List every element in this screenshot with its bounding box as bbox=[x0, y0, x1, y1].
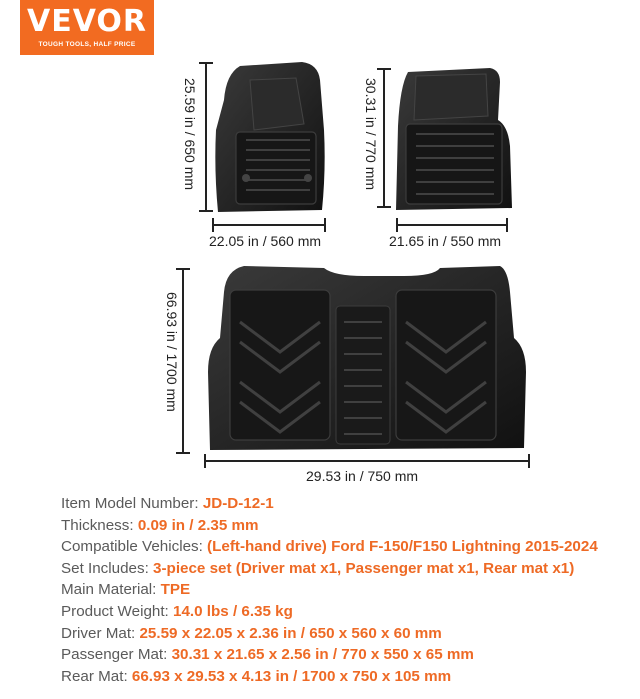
rear-width-cap-right bbox=[528, 454, 530, 468]
spec-row-model bbox=[61, 493, 598, 515]
rear-height-cap-bottom bbox=[176, 452, 190, 454]
rear-mat-image bbox=[204, 262, 530, 456]
spec-value: 30.31 x 21.65 x 2.56 in / 770 x 550 x 65 mm bbox=[171, 646, 474, 664]
driver-width-cap-left bbox=[212, 218, 214, 232]
spec-label: Rear Mat: bbox=[61, 667, 132, 685]
passenger-height-cap-bottom bbox=[377, 206, 391, 208]
spec-value: (Left-hand drive) Ford F-150/F150 Lightning 2015-2024 bbox=[207, 538, 598, 556]
rear-width-line bbox=[204, 460, 530, 462]
spec-row-passenger bbox=[61, 644, 598, 666]
spec-value: 0.09 in / 2.35 mm bbox=[137, 516, 259, 534]
spec-row-driver bbox=[61, 623, 598, 645]
spec-row-thickness bbox=[61, 515, 598, 537]
driver-height-line bbox=[205, 62, 207, 212]
passenger-height-label: 30.31 in / 770 mm bbox=[363, 78, 379, 191]
spec-label: Main Material: bbox=[61, 581, 161, 599]
passenger-mat-image bbox=[390, 66, 520, 214]
driver-width-cap-right bbox=[324, 218, 326, 232]
spec-label: Compatible Vehicles: bbox=[61, 538, 208, 556]
spec-row-vehicles bbox=[61, 536, 598, 558]
rear-width-label: 29.53 in / 750 mm bbox=[306, 468, 419, 484]
spec-row-material bbox=[61, 579, 598, 601]
driver-height-label: 25.59 in / 650 mm bbox=[182, 78, 198, 191]
spec-label: Passenger Mat: bbox=[61, 646, 172, 664]
spec-row-rear bbox=[61, 666, 598, 688]
rear-height-cap-top bbox=[176, 268, 190, 270]
spec-value: 3-piece set (Driver mat x1, Passenger mat x1, Rear mat x1) bbox=[153, 559, 575, 577]
spec-value: 14.0 lbs / 6.35 kg bbox=[173, 602, 293, 620]
logo-brand: VEVOR bbox=[26, 4, 147, 39]
driver-width-label: 22.05 in / 560 mm bbox=[209, 233, 322, 249]
spec-label: Set Includes: bbox=[61, 559, 154, 577]
passenger-width-line bbox=[396, 224, 508, 226]
spec-label: Driver Mat: bbox=[61, 624, 140, 642]
spec-label: Thickness: bbox=[61, 516, 138, 534]
rear-width-cap-left bbox=[204, 454, 206, 468]
driver-width-line bbox=[212, 224, 326, 226]
spec-value: 66.93 x 29.53 x 4.13 in / 1700 x 750 x 105 mm bbox=[131, 667, 452, 685]
spec-label: Item Model Number: bbox=[61, 495, 203, 512]
spec-row-set bbox=[61, 558, 598, 580]
driver-height-cap-top bbox=[199, 62, 213, 64]
spec-value: TPE bbox=[160, 581, 191, 599]
driver-height-cap-bottom bbox=[199, 210, 213, 212]
passenger-width-label: 21.65 in / 550 mm bbox=[389, 233, 502, 249]
passenger-height-line bbox=[383, 68, 385, 208]
spec-list bbox=[61, 493, 598, 687]
rear-height-label: 66.93 in / 1700 mm bbox=[164, 292, 180, 412]
passenger-width-cap-right bbox=[506, 218, 508, 232]
logo-tagline: TOUGH TOOLS, HALF PRICE bbox=[38, 41, 136, 48]
passenger-height-cap-top bbox=[377, 68, 391, 70]
rear-height-line bbox=[182, 268, 184, 454]
spec-row-weight bbox=[61, 601, 598, 623]
passenger-width-cap-left bbox=[396, 218, 398, 232]
spec-value: 25.59 x 22.05 x 2.36 in / 650 x 560 x 60 mm bbox=[139, 624, 442, 642]
vevor-logo bbox=[20, 0, 154, 55]
driver-mat-image bbox=[210, 60, 328, 218]
spec-value: JD-D-12-1 bbox=[202, 495, 274, 512]
spec-label: Product Weight: bbox=[61, 602, 173, 620]
